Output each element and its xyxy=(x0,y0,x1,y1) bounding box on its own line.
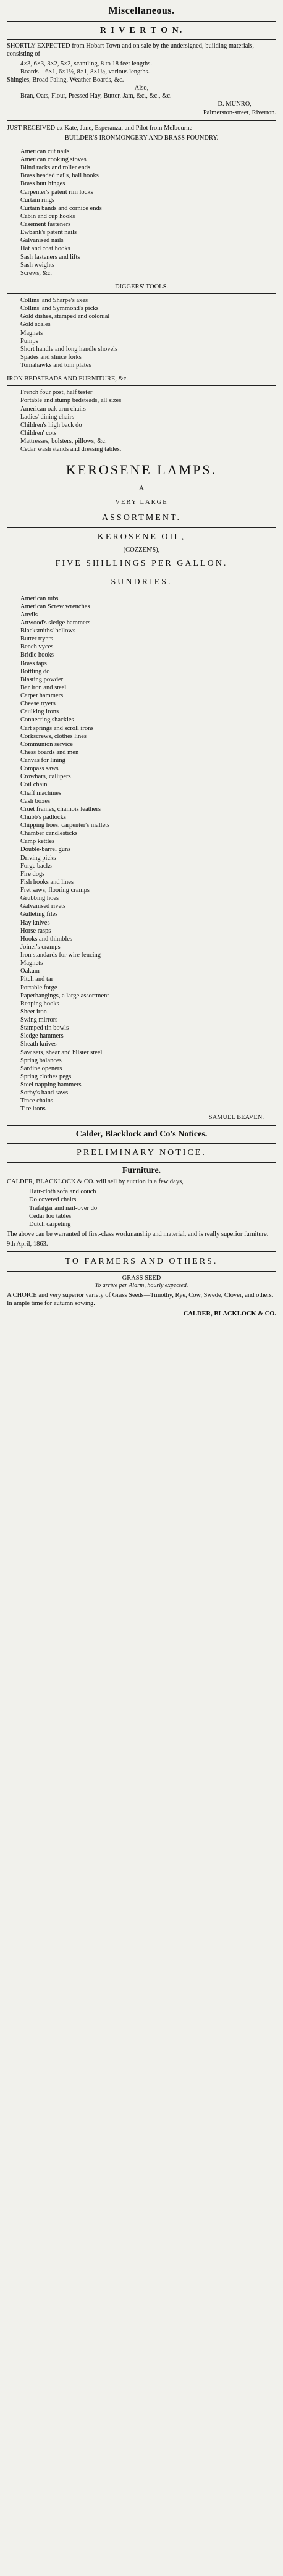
list-item: Cheese tryers xyxy=(20,700,56,708)
list-item: Bottling do xyxy=(20,668,50,675)
kerosene-oil-title: KEROSENE OIL, xyxy=(97,532,186,542)
list-item: Saw sets, shear and blister steel xyxy=(20,1049,103,1056)
list-item: Swing mirrors xyxy=(20,1017,58,1023)
list-item: Chamber candlesticks xyxy=(20,830,78,837)
divider xyxy=(7,385,276,386)
list-item: Carpet hammers xyxy=(20,692,64,699)
ad-intro: SHORTLY EXPECTED from Hobart Town and on sale by the undersigned, building materials, consisting of— xyxy=(7,42,255,57)
kerosene-oil-brand: (COZZEN'S), xyxy=(123,547,160,554)
list-item: Reaping hooks xyxy=(20,1000,59,1007)
ad-title: R I V E R T O N. xyxy=(99,26,184,35)
list-item: Stamped tin bowls xyxy=(20,1025,69,1032)
ironmongery-list xyxy=(7,148,276,277)
kerosene-a: A xyxy=(139,484,144,492)
list-item: Sheath knives xyxy=(20,1041,57,1048)
list-item: Grubbing hoes xyxy=(20,895,59,902)
divider xyxy=(7,21,276,22)
list-item: Chaff machines xyxy=(20,789,61,797)
list-item: Hay knives xyxy=(20,919,50,926)
list-item: Cruet frames, chamois leathers xyxy=(20,805,101,813)
list-item: Attwood's sledge hammers xyxy=(20,619,91,626)
divider xyxy=(7,293,276,294)
list-item: French four post, half tester xyxy=(20,389,93,396)
ad-title: TO FARMERS AND OTHERS. xyxy=(65,1257,218,1267)
ad-signature: SAMUEL BEAVEN. xyxy=(208,1114,264,1121)
ad-line: Boards—6×1, 6×1½, 8×1, 8×1½, various lengths. xyxy=(20,68,150,75)
list-item: Curtain rings xyxy=(20,196,55,204)
list-item: Gold dishes, stamped and colonial xyxy=(20,313,110,321)
ad-intro: JUST RECEIVED ex Kate, Jane, Esperanza, and Pilot from Melbourne — xyxy=(7,124,201,132)
list-item: Brass headed nails, ball hooks xyxy=(20,172,99,180)
list-item: Sheet iron xyxy=(20,1008,47,1015)
list-item: Collins' and Symmond's picks xyxy=(20,305,99,313)
list-item: Spring clothes pegs xyxy=(20,1073,72,1080)
list-item: American oak arm chairs xyxy=(20,405,86,413)
list-item: Tomahawks and tom plates xyxy=(20,362,91,369)
list-item: Magnets xyxy=(20,960,43,967)
list-item: Carpenter's patent rim locks xyxy=(20,188,93,196)
furniture-list xyxy=(7,1188,276,1228)
ad-arrival: To arrive per Alarm, hourly expected. xyxy=(95,1282,188,1289)
list-item: Compass saws xyxy=(20,765,59,773)
list-item: Communion service xyxy=(20,740,73,748)
ad-line: 4×3, 6×3, 3×2, 5×2, scantling, 8 to 18 feet lengths. xyxy=(20,60,152,67)
kerosene-oil-price: FIVE SHILLINGS PER GALLON. xyxy=(55,558,228,568)
list-item: Cart springs and scroll irons xyxy=(20,724,94,732)
list-item: Driving picks xyxy=(20,854,56,862)
advertisement-furniture xyxy=(7,1147,276,1248)
list-item: Spades and sluice forks xyxy=(20,353,82,361)
list-item: Cabin and cup hooks xyxy=(20,212,75,220)
ad-signature: D. MUNRO, xyxy=(218,101,251,108)
list-item: Pitch and tar xyxy=(20,976,54,983)
list-item: Sash fasteners and lifts xyxy=(20,253,80,261)
list-item: Sardine openers xyxy=(20,1065,62,1072)
list-item: Oakum xyxy=(20,968,40,975)
ad-line: Also, xyxy=(134,85,149,92)
list-item: Hat and coat hooks xyxy=(20,245,70,253)
list-item: Mattresses, bolsters, pillows, &c. xyxy=(20,438,107,445)
list-item: Trafalgar and nail-over do xyxy=(29,1204,98,1212)
list-item: Curtain bands and cornice ends xyxy=(20,204,102,212)
list-item: Children's high back do xyxy=(20,421,82,429)
divider xyxy=(7,1271,276,1272)
list-item: Chess boards and men xyxy=(20,749,79,756)
ad-line: Shingles, Broad Paling, Weather Boards, &c. xyxy=(7,77,124,83)
list-item: American Screw wrenches xyxy=(20,603,90,610)
list-item: Ewbank's patent nails xyxy=(20,229,77,237)
advertisement-grass-seed xyxy=(7,1256,276,1318)
list-item: Trace chains xyxy=(20,1097,53,1105)
list-item: Blind racks and roller ends xyxy=(20,164,91,172)
list-item: Chipping hoes, carpenter's mallets xyxy=(20,822,110,829)
list-item: Steel napping hammers xyxy=(20,1081,82,1088)
ad-line: Bran, Oats, Flour, Pressed Hay, Butter, Jam, &c., &c., &c. xyxy=(20,93,172,100)
list-item: Bridle hooks xyxy=(20,652,54,659)
divider xyxy=(7,1251,276,1252)
firm-heading: Calder, Blacklock and Co's Notices. xyxy=(75,1129,208,1139)
kerosene-very-large: VERY LARGE xyxy=(115,499,168,506)
list-item: Hair-cloth sofa and couch xyxy=(29,1188,96,1196)
list-item: Blasting powder xyxy=(20,676,64,683)
list-item: Fire dogs xyxy=(20,870,45,878)
list-item: Do covered chairs xyxy=(29,1196,77,1204)
list-item: Ladies' dining chairs xyxy=(20,413,75,421)
list-item: Bar iron and steel xyxy=(20,684,67,691)
list-item: Magnets xyxy=(20,329,43,337)
sundries-title: SUNDRIES. xyxy=(111,577,172,587)
ad-intro: CALDER, BLACKLOCK & CO. will sell by auction in a few days, xyxy=(7,1178,184,1186)
list-item: Coil chain xyxy=(20,781,48,789)
ad-section-title: GRASS SEED xyxy=(122,1274,161,1282)
list-item: Galvanised nails xyxy=(20,237,64,245)
diggers-tools-list xyxy=(7,296,276,369)
list-item: Casement fasteners xyxy=(20,221,71,228)
list-item: Sledge hammers xyxy=(20,1033,64,1040)
list-item: Cedar loo tables xyxy=(29,1212,72,1220)
advertisement-riverton xyxy=(7,25,276,117)
list-item: Horse rasps xyxy=(20,927,51,934)
list-item: Pumps xyxy=(20,337,38,345)
section-heading: Miscellaneous. xyxy=(108,6,175,16)
list-item: Caulking irons xyxy=(20,708,59,716)
ad-body: The above can be warranted of first-class workmanship and material, and is really superior furniture. xyxy=(7,1230,269,1238)
ad-address: Palmerston-street, Riverton. xyxy=(203,109,276,116)
list-item: Gulleting files xyxy=(20,911,58,918)
divider xyxy=(7,120,276,121)
list-item: Anvils xyxy=(20,611,38,618)
list-item: Blacksmiths' bellows xyxy=(20,627,76,634)
list-item: Dutch carpeting xyxy=(29,1220,71,1228)
list-item: Camp kettles xyxy=(20,838,55,845)
list-item: Forge backs xyxy=(20,862,52,870)
list-item: American cooking stoves xyxy=(20,156,87,163)
divider xyxy=(7,527,276,528)
list-item: Spring balances xyxy=(20,1057,62,1064)
list-item: Butter tryers xyxy=(20,636,53,643)
list-item: Canvas for lining xyxy=(20,757,65,764)
list-item: Crowbars, callipers xyxy=(20,773,71,781)
divider xyxy=(7,1143,276,1144)
list-item: Collins' and Sharpe's axes xyxy=(20,297,88,304)
list-item: Connecting shackles xyxy=(20,716,74,724)
list-item: Portable forge xyxy=(20,984,57,991)
list-item: Brass butt hinges xyxy=(20,180,65,188)
ad-date: 9th April, 1863. xyxy=(7,1241,48,1248)
divider xyxy=(7,1162,276,1163)
list-item: Joiner's cramps xyxy=(20,943,61,950)
list-item: Fret saws, flooring cramps xyxy=(20,887,90,894)
list-item: Sash weights xyxy=(20,261,55,269)
list-item: Portable and stump bedsteads, all sizes xyxy=(20,397,122,405)
notice-subtitle: Furniture. xyxy=(122,1165,161,1175)
bedsteads-list xyxy=(7,388,276,453)
divider xyxy=(7,1125,276,1126)
divider xyxy=(7,39,276,40)
list-item: Paperhangings, a large assortment xyxy=(20,992,109,999)
list-item: Short handle and long handle shovels xyxy=(20,345,118,353)
ad-body: A CHOICE and very superior variety of Grass Seeds—Timothy, Rye, Cow, Swede, Clover, and others. In ample time for autumn sowing. xyxy=(7,1292,274,1307)
ad-signature: CALDER, BLACKLOCK & CO. xyxy=(183,1310,276,1317)
list-item: Children' cots xyxy=(20,429,57,437)
list-item: Gold scales xyxy=(20,321,51,329)
list-item: Sorby's hand saws xyxy=(20,1089,69,1097)
ad-section-title: IRON BEDSTEADS AND FURNITURE, &c. xyxy=(7,375,129,383)
list-item: American cut nails xyxy=(20,148,70,155)
list-item: Cash boxes xyxy=(20,797,51,805)
list-item: Hooks and thimbles xyxy=(20,935,72,942)
notice-title: PRELIMINARY NOTICE. xyxy=(77,1148,206,1158)
list-item: Bench vyces xyxy=(20,644,54,651)
list-item: American tubs xyxy=(20,595,59,602)
ad-section-title: BUILDER'S IRONMONGERY AND BRASS FOUNDRY. xyxy=(64,134,219,141)
list-item: Screws, &c. xyxy=(20,269,53,277)
kerosene-assortment: ASSORTMENT. xyxy=(102,513,181,523)
kerosene-lamps-title: KEROSENE LAMPS. xyxy=(65,462,218,478)
list-item: Chubb's padlocks xyxy=(20,813,66,821)
list-item: Cedar wash stands and dressing tables. xyxy=(20,446,122,453)
ad-section-title: DIGGERS' TOOLS. xyxy=(114,283,169,290)
list-item: Tire irons xyxy=(20,1105,46,1113)
sundries-list xyxy=(7,595,276,1114)
list-item: Double-barrel guns xyxy=(20,846,71,854)
advertisement-beaven xyxy=(7,124,276,1122)
list-item: Brass taps xyxy=(20,660,47,667)
list-item: Galvanised rivets xyxy=(20,903,66,910)
list-item: Iron standards for wire fencing xyxy=(20,952,101,959)
list-item: Corkscrews, clothes lines xyxy=(20,732,87,740)
list-item: Fish hooks and lines xyxy=(20,878,74,886)
